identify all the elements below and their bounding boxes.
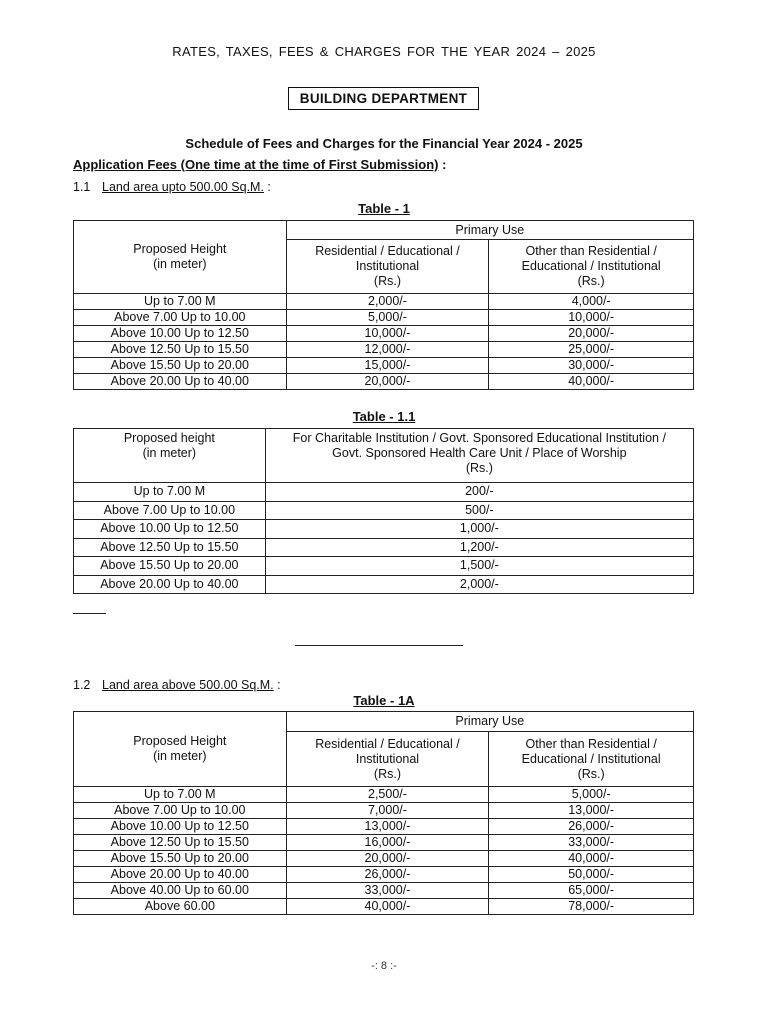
cell-height: Above 40.00 Up to 60.00 xyxy=(74,883,287,899)
cell-other: 4,000/- xyxy=(489,294,694,310)
header-line: Proposed height xyxy=(123,431,215,445)
table-1a xyxy=(73,711,694,915)
header-line: (Rs.) xyxy=(577,766,605,781)
cell-residential: 20,000/- xyxy=(286,851,489,867)
table-row xyxy=(74,342,694,358)
application-fees-suffix: : xyxy=(438,157,447,172)
table-row xyxy=(74,851,694,867)
table-1a-caption: Table - 1A xyxy=(353,693,415,708)
section-number: 1.2 xyxy=(73,678,91,692)
table-row xyxy=(74,501,694,520)
header-line: Residential / Educational / xyxy=(315,736,460,751)
table-row xyxy=(74,557,694,576)
header-charitable-fee xyxy=(265,429,693,483)
cell-other: 10,000/- xyxy=(489,310,694,326)
table-1-1 xyxy=(73,428,694,594)
cell-height: Above 20.00 Up to 40.00 xyxy=(74,867,287,883)
header-line: Institutional xyxy=(355,751,420,766)
page-number: -: 8 :- xyxy=(371,960,397,972)
header-line: Educational / Institutional xyxy=(521,751,661,766)
application-fees-label: Application Fees (One time at the time of First Submission) xyxy=(73,157,439,172)
cell-other: 5,000/- xyxy=(489,787,694,803)
header-line: Other than Residential / xyxy=(525,244,657,259)
cell-height: Above 7.00 Up to 10.00 xyxy=(74,501,266,520)
section-1-2 xyxy=(73,678,281,692)
cell-height: Above 60.00 xyxy=(74,899,287,915)
header-residential xyxy=(286,240,489,294)
cell-residential: 33,000/- xyxy=(286,883,489,899)
cell-other: 33,000/- xyxy=(489,835,694,851)
cell-fee: 1,200/- xyxy=(265,538,693,557)
table-row xyxy=(74,899,694,915)
header-line: (Rs.) xyxy=(577,274,605,289)
cell-residential: 16,000/- xyxy=(286,835,489,851)
header-other xyxy=(489,240,694,294)
header-proposed-height xyxy=(74,712,287,787)
table-row xyxy=(74,294,694,310)
cell-residential: 26,000/- xyxy=(286,867,489,883)
header-line: Proposed Height xyxy=(133,734,227,748)
cell-other: 65,000/- xyxy=(489,883,694,899)
cell-residential: 15,000/- xyxy=(286,358,489,374)
header-primary-use: Primary Use xyxy=(286,221,693,240)
divider-short xyxy=(73,613,106,614)
cell-fee: 1,000/- xyxy=(265,520,693,539)
section-number: 1.1 xyxy=(73,180,91,194)
table-row xyxy=(74,326,694,342)
header-line: Residential / Educational / xyxy=(315,244,460,259)
header-primary-use: Primary Use xyxy=(286,712,693,732)
header-line: (in meter) xyxy=(153,257,207,271)
cell-residential: 12,000/- xyxy=(286,342,489,358)
schedule-heading: Schedule of Fees and Charges for the Financial Year 2024 - 2025 xyxy=(185,136,583,151)
cell-height: Above 10.00 Up to 12.50 xyxy=(74,520,266,539)
cell-height: Up to 7.00 M xyxy=(74,294,287,310)
section-1-1 xyxy=(73,180,271,194)
cell-height: Above 10.00 Up to 12.50 xyxy=(74,819,287,835)
department-heading: BUILDING DEPARTMENT xyxy=(288,87,479,110)
cell-residential: 2,500/- xyxy=(286,787,489,803)
cell-other: 20,000/- xyxy=(489,326,694,342)
table-row xyxy=(74,520,694,539)
document-title: RATES, TAXES, FEES & CHARGES FOR THE YEAR 2024 – 2025 xyxy=(172,44,596,59)
cell-residential: 7,000/- xyxy=(286,803,489,819)
cell-fee: 1,500/- xyxy=(265,557,693,576)
section-suffix: : xyxy=(263,180,271,194)
cell-other: 13,000/- xyxy=(489,803,694,819)
cell-fee: 500/- xyxy=(265,501,693,520)
cell-height: Up to 7.00 M xyxy=(74,483,266,502)
divider-center xyxy=(295,645,463,646)
cell-residential: 20,000/- xyxy=(286,374,489,390)
header-line: Institutional xyxy=(355,259,420,274)
cell-residential: 40,000/- xyxy=(286,899,489,915)
header-line: Other than Residential / xyxy=(525,736,657,751)
cell-residential: 10,000/- xyxy=(286,326,489,342)
table-row xyxy=(74,867,694,883)
table-row xyxy=(74,787,694,803)
header-line: (in meter) xyxy=(142,446,197,460)
table-1-1-caption: Table - 1.1 xyxy=(352,409,416,424)
table-row xyxy=(74,803,694,819)
section-label: Land area above 500.00 Sq.M. xyxy=(102,678,274,692)
section-label: Land area upto 500.00 Sq.M. xyxy=(102,180,264,194)
table-row xyxy=(74,310,694,326)
cell-height: Above 15.50 Up to 20.00 xyxy=(74,358,287,374)
application-fees-heading xyxy=(73,157,446,172)
cell-other: 25,000/- xyxy=(489,342,694,358)
header-line: Educational / Institutional xyxy=(521,259,661,274)
cell-height: Above 20.00 Up to 40.00 xyxy=(74,575,266,594)
table-row xyxy=(74,374,694,390)
section-suffix: : xyxy=(273,678,281,692)
table-row xyxy=(74,483,694,502)
header-other xyxy=(489,732,694,787)
table-row xyxy=(74,358,694,374)
cell-other: 50,000/- xyxy=(489,867,694,883)
cell-height: Above 12.50 Up to 15.50 xyxy=(74,538,266,557)
cell-other: 78,000/- xyxy=(489,899,694,915)
header-proposed-height xyxy=(74,221,287,294)
cell-fee: 2,000/- xyxy=(265,575,693,594)
cell-height: Above 10.00 Up to 12.50 xyxy=(74,326,287,342)
cell-height: Above 7.00 Up to 10.00 xyxy=(74,310,287,326)
cell-height: Above 15.50 Up to 20.00 xyxy=(74,557,266,576)
table-row xyxy=(74,883,694,899)
header-line: Govt. Sponsored Health Care Unit / Place of Worship xyxy=(332,446,627,460)
cell-other: 40,000/- xyxy=(489,374,694,390)
cell-height: Up to 7.00 M xyxy=(74,787,287,803)
header-proposed-height xyxy=(74,429,266,483)
cell-height: Above 12.50 Up to 15.50 xyxy=(74,342,287,358)
table-row xyxy=(74,819,694,835)
header-line: For Charitable Institution / Govt. Sponsored Educational Institution / xyxy=(292,431,666,445)
table-row xyxy=(74,835,694,851)
cell-height: Above 20.00 Up to 40.00 xyxy=(74,374,287,390)
cell-other: 40,000/- xyxy=(489,851,694,867)
cell-residential: 5,000/- xyxy=(286,310,489,326)
table-1-caption: Table - 1 xyxy=(358,201,410,216)
cell-other: 26,000/- xyxy=(489,819,694,835)
table-1 xyxy=(73,220,694,390)
cell-height: Above 12.50 Up to 15.50 xyxy=(74,835,287,851)
cell-height: Above 15.50 Up to 20.00 xyxy=(74,851,287,867)
header-line: Proposed Height xyxy=(133,242,227,256)
cell-other: 30,000/- xyxy=(489,358,694,374)
cell-fee: 200/- xyxy=(265,483,693,502)
cell-height: Above 7.00 Up to 10.00 xyxy=(74,803,287,819)
header-line: (Rs.) xyxy=(373,766,401,781)
table-row xyxy=(74,538,694,557)
header-line: (Rs.) xyxy=(373,274,401,289)
cell-residential: 2,000/- xyxy=(286,294,489,310)
header-line: (Rs.) xyxy=(465,461,493,475)
header-residential xyxy=(286,732,489,787)
header-line: (in meter) xyxy=(153,749,207,763)
table-row xyxy=(74,575,694,594)
cell-residential: 13,000/- xyxy=(286,819,489,835)
